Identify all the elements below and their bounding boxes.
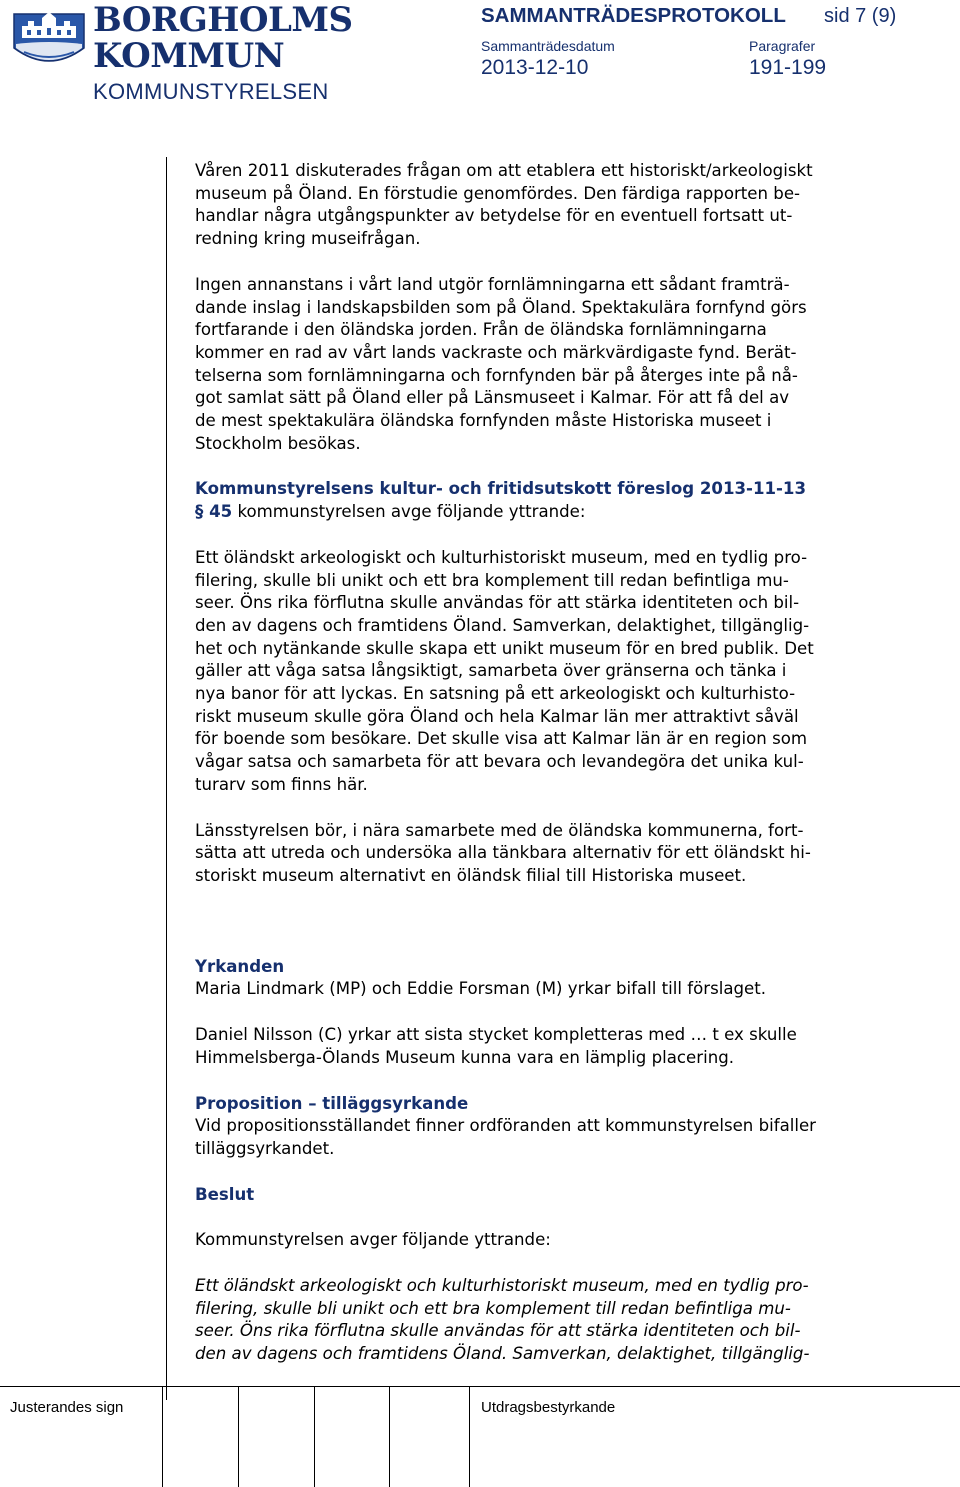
paragraphs-label: Paragrafer [749,38,816,54]
paragraph-museum-study: Våren 2011 diskuterades frågan om att etablera ett historiskt/arkeologiskt museum på Öland. En förstudie genomfördes. Den färdiga rapporten be- handlar några utgångspunkter av betydelse för en eventuell fortsatt ut- redning kring museifrågan. [195,161,813,249]
brand-line-2: KOMMUN [93,36,285,76]
beslut-heading: Beslut [195,1184,255,1204]
left-margin-rule [166,157,167,1400]
section-reference: § 45 [195,502,233,522]
section-yrkanden: Yrkanden Maria Lindmark (MP) och Eddie Forsman (M) yrkar bifall till förslaget. [195,956,767,999]
castle-crest-icon [10,4,88,70]
proposition-heading: Proposition – tilläggsyrkande [195,1093,469,1113]
section-beslut [195,1184,915,1207]
yrkanden-heading: Yrkanden [195,956,285,976]
footer-rule [0,1386,960,1387]
beslut-text: Kommunstyrelsen avger följande yttrande: [195,1230,551,1250]
meeting-date-value: 2013-12-10 [481,56,589,79]
protocol-body [195,160,915,1366]
page-number: sid 7 (9) [824,5,897,27]
committee-proposal-heading: Kommunstyrelsens kultur- och fritidsutskott föreslog 2013-11-13 § 45 kommunstyrelsen avge följande yttrande: [195,479,807,522]
footer-divider [162,1386,163,1487]
department-name: KOMMUNSTYRELSEN [93,79,329,104]
footer-divider [238,1386,239,1487]
paragraph-amendment: Daniel Nilsson (C) yrkar att sista stycket kompletteras med … t ex skulle Himmelsberga-Ölands Museum kunna vara en lämplig placering. [195,1025,797,1067]
brand-line-1: BORGHOLMS [93,0,353,40]
footer-divider [314,1386,315,1487]
paragraph-ancient-monuments: Ingen annanstans i vårt land utgör fornlämningarna ett sådant framträ- dande inslag i landskapsbilden som på Öland. Spektakulära fornfynd görs fortfarande i den öländska jorden. Från de öländska fornlämningarna kommer en rad av vårt lands vackraste och märkvärdigaste fynd. Berät- telserna som fornlämningarna och fornfynden bär på återges inte på nå- got samlat sätt på Öland eller på Länsmuseet i Kalmar. För att få del av de mest spektakulära öländska fornfynden måste Historiska museet i Stockholm besökas. [195,274,807,453]
paragraphs-value: 191-199 [749,56,827,79]
extract-certification-label: Utdragsbestyrkande [481,1399,616,1416]
signature-label: Justerandes sign [10,1399,124,1416]
footer-divider [389,1386,390,1487]
footer-divider [469,1386,470,1487]
paragraph-county-board: Länsstyrelsen bör, i nära samarbete med de öländska kommunerna, fort- sätta att utreda och undersöka alla tänkbara alternativ för ett öländskt hi- storiskt museum alternativt en öländsk filial till Historiska museet. [195,820,811,885]
paragraph-proposal-statement: Ett öländskt arkeologiskt och kulturhistoriskt museum, med en tydlig pro- filering, skulle bli unikt och ett bra komplement till redan befintliga mu- seer. Öns rika förflutna skulle användas för att stärka identiteten och bil- den av dagens och framtidens Öland. Samverkan, delaktighet, tillgänglig- het och nytänkande skulle skapa ett unikt museum för en bred publik. Det gäller att våga satsa långsiktigt, samarbeta över gränserna och tänka i nya banor för att lyckas. En satsning på ett arkeologiskt och kulturhisto- riskt museum skulle göra Öland och hela Kalmar län mer attraktivt såväl för boende som besökare. Det skulle visa att Kalmar län är en region som vågar satsa och samarbeta för att bevara och levandegöra det unika kul- turarv som finns här. [195,547,814,794]
document-title: SAMMANTRÄDESPROTOKOLL [481,4,786,27]
paragraph-decision-statement: Ett öländskt arkeologiskt och kulturhistoriskt museum, med en tydlig pro- filering, skulle bli unikt och ett bra komplement till redan befintliga mu- seer. Öns rika förflutna skulle användas för att stärka identiteten och bil- den av dagens och framtidens Öland. Samverkan, delaktighet, tillgänglig- [195,1276,810,1364]
meeting-date-label: Sammanträdesdatum [481,38,615,54]
section-proposition: Proposition – tilläggsyrkande Vid propositionsställandet finner ordföranden att kommunstyrelsen bifaller tilläggsyrkandet. [195,1093,817,1158]
